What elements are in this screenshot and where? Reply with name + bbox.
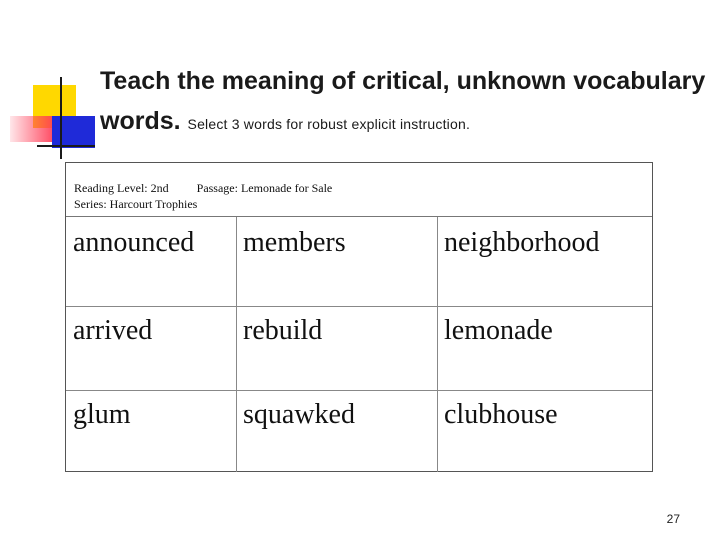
decorative-red-bar <box>10 116 58 142</box>
passage-info <box>74 180 574 212</box>
slide-title-bold: Teach the meaning of critical, unknown vocabulary words. <box>100 67 706 135</box>
word-cell: squawked <box>243 399 355 430</box>
vocabulary-table <box>65 162 653 472</box>
word-cell: members <box>243 227 346 258</box>
word-cell: lemonade <box>444 315 553 346</box>
page-number: 27 <box>666 512 680 526</box>
column-divider <box>236 217 237 472</box>
decorative-horizontal-line <box>37 145 95 147</box>
column-divider <box>437 217 438 472</box>
word-cell: announced <box>73 227 195 258</box>
passage-name: Passage: Lemonade for Sale <box>196 181 333 195</box>
slide-title-note: Select 3 words for robust explicit instruction. <box>187 116 471 132</box>
slide-title <box>100 61 710 144</box>
word-cell: neighborhood <box>444 227 600 258</box>
word-grid <box>66 217 652 472</box>
word-cell: rebuild <box>243 315 323 346</box>
series-name: Series: Harcourt Trophies <box>74 197 198 211</box>
word-cell: clubhouse <box>444 399 558 430</box>
row-divider <box>66 306 652 307</box>
word-cell: arrived <box>73 315 153 346</box>
decorative-blue-square <box>52 116 95 148</box>
row-divider <box>66 390 652 391</box>
reading-level: Reading Level: 2nd <box>74 181 169 195</box>
word-cell: glum <box>73 399 131 430</box>
